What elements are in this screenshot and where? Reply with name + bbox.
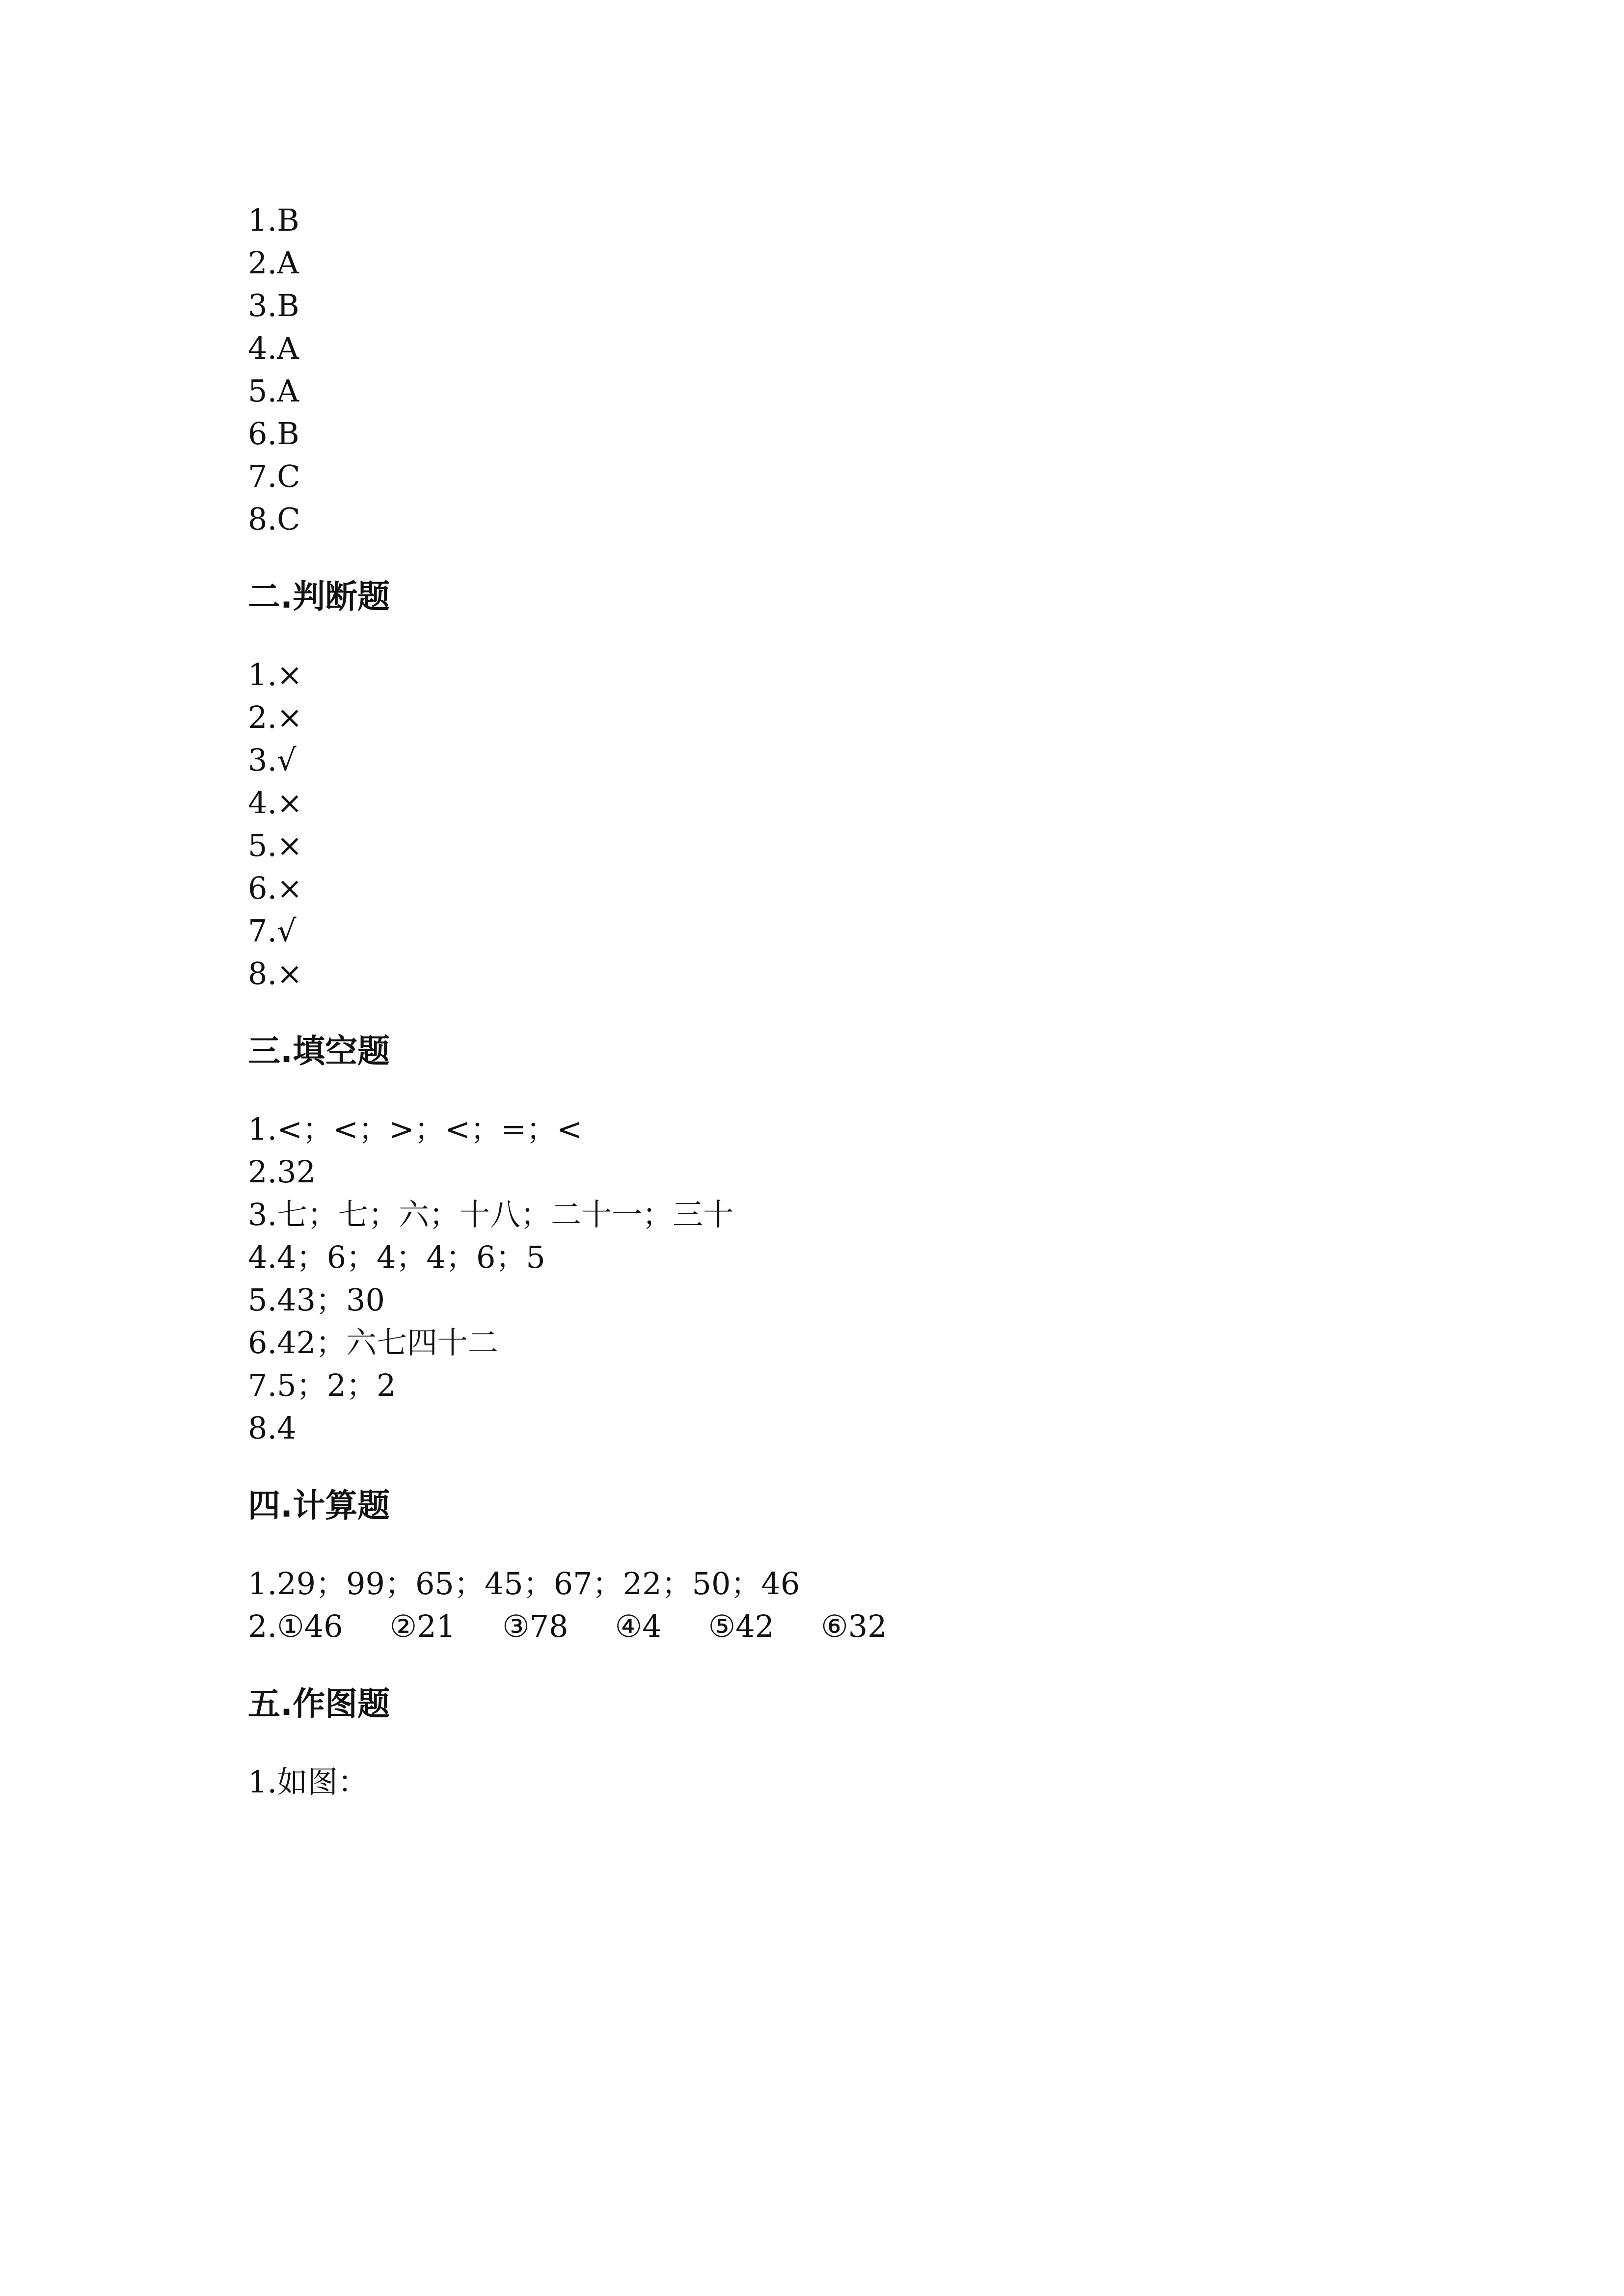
answer-line: 1.如图：: [248, 1764, 369, 1800]
answer-line: 3.B: [248, 288, 299, 323]
answer-prefix: 2.: [248, 1608, 277, 1644]
answer-line: 6.42；六七四十二: [248, 1325, 499, 1361]
answer-line: 2.A: [248, 245, 299, 281]
answer-line: 8.4: [248, 1410, 297, 1446]
answer-line: 5.×: [248, 828, 303, 863]
answer-line: 6.×: [248, 870, 303, 906]
answer-line: 5.A: [248, 373, 299, 409]
answer-content: [248, 199, 1377, 1803]
circled-answer: ③78: [502, 1608, 568, 1644]
answer-line: 8.×: [248, 956, 303, 991]
circled-answer: ②21: [389, 1608, 456, 1644]
answer-line: 7.5；2；2: [248, 1367, 396, 1403]
answer-line: 7.C: [248, 458, 300, 494]
answer-line: 4.A: [248, 330, 299, 366]
answer-line: 1.<；<；>；<；=；<: [248, 1111, 582, 1147]
answer-line: 1.B: [248, 202, 299, 238]
section-drawing-answers: [248, 1761, 1377, 1803]
section-judgement-answers: [248, 653, 1377, 995]
circled-answer: ①46: [277, 1608, 343, 1644]
answer-line: 4.4；6；4；4；6；5: [248, 1239, 545, 1275]
section-choice-answers: [248, 199, 1377, 540]
answer-line: 2.×: [248, 699, 303, 735]
section-heading-fill-blank: 三.填空题: [248, 1032, 390, 1070]
section-heading-judgement: 二.判断题: [248, 578, 390, 615]
answer-line: 5.43；30: [248, 1282, 385, 1318]
section-calculation-answers: [248, 1562, 1377, 1648]
answer-line: 6.B: [248, 416, 299, 452]
answer-line: 1.29；99；65；45；67；22；50；46: [248, 1566, 800, 1602]
answer-line: 4.×: [248, 785, 303, 821]
answer-line: 3.七；七；六；十八；二十一；三十: [248, 1197, 734, 1232]
answer-line: 3.√: [248, 742, 297, 778]
section-heading-drawing: 五.作图题: [248, 1685, 390, 1723]
circled-answer: ⑥32: [821, 1608, 887, 1644]
answer-line: 1.×: [248, 657, 303, 693]
answer-line: 7.√: [248, 913, 297, 949]
section-heading-calculation: 四.计算题: [248, 1487, 390, 1524]
circled-answer: ④4: [615, 1608, 662, 1644]
section-fill-blank-answers: [248, 1108, 1377, 1449]
answer-line: 2.32: [248, 1154, 316, 1190]
answer-line: 8.C: [248, 501, 300, 537]
circled-answer: ⑤42: [708, 1608, 775, 1644]
answer-line-circled: [248, 1605, 1377, 1648]
